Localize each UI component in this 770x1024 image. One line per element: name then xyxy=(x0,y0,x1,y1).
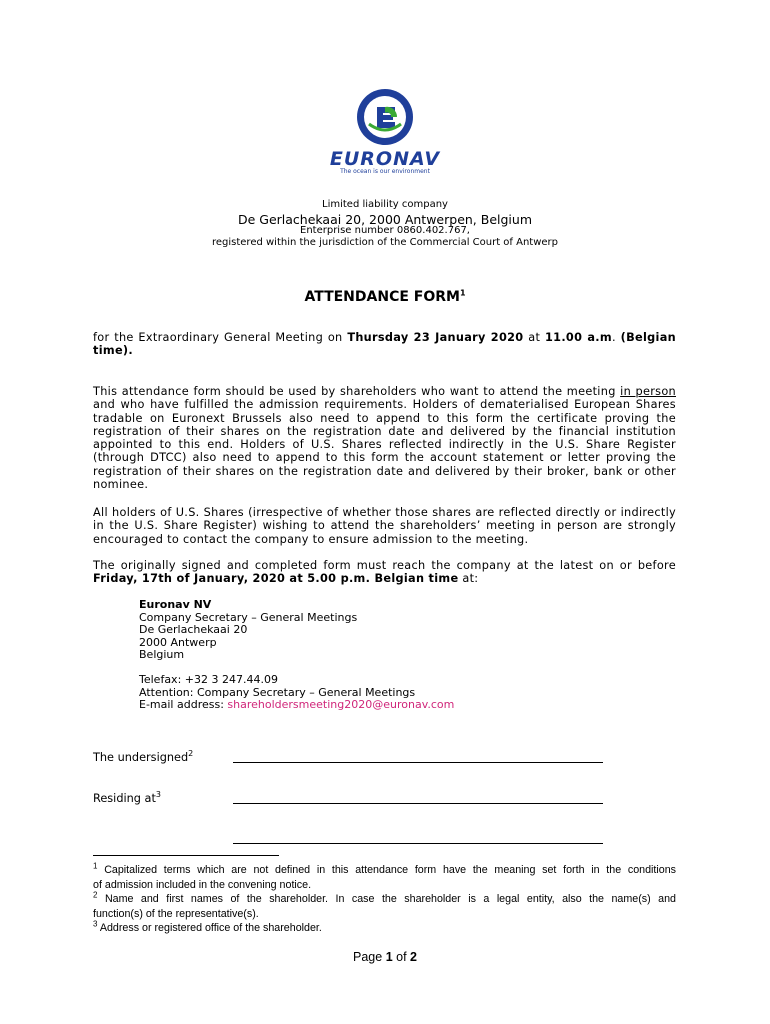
p1-line-2: and who have fulfilled the admission requirements. Holders of dematerialised European Shares xyxy=(93,398,676,412)
p3-deadline: Friday, 17th of January, 2020 at 5.00 p.m. Belgian time xyxy=(93,572,459,586)
meeting-timezone-1: (Belgian xyxy=(620,331,676,344)
paragraph-deadline xyxy=(93,559,676,586)
title-text: ATTENDANCE FORM xyxy=(304,289,460,305)
p1-line-7: registration of their shares on the registration date and delivered by their broker, bank or other xyxy=(93,464,676,478)
undersigned-footnote-ref: 2 xyxy=(188,749,194,759)
fn2-line-1: Name and first names of the shareholder. In case the shareholder is a legal entity, also the name(s) and xyxy=(104,893,676,905)
enterprise-number: Enterprise number 0860.402.767, xyxy=(300,225,470,236)
company-address: De Gerlachekaai 20, 2000 Antwerpen, Belgium xyxy=(237,212,532,227)
registration-note: registered within the jurisdiction of the Commercial Court of Antwerp xyxy=(211,237,559,248)
residing-field-1[interactable] xyxy=(233,803,603,804)
fn1-line-2: of admission included in the convening notice. xyxy=(93,878,312,891)
p1-underlined: in person xyxy=(620,385,676,398)
p1-line-8: nominee. xyxy=(93,478,149,492)
fn3-ref: 3 xyxy=(93,919,98,929)
p1-line-6: (through DTCC) also need to append to this form the account statement or letter proving the xyxy=(93,451,676,465)
page-of: of xyxy=(396,950,407,964)
paragraph-us-shares xyxy=(93,506,676,546)
contact-city: 2000 Antwerp xyxy=(139,635,217,649)
meeting-info xyxy=(93,331,676,358)
company-type: Limited liability company xyxy=(322,199,448,210)
p2-line-2: in the U.S. Share Register) wishing to attend the shareholders’ meeting in person are strongly xyxy=(93,519,676,533)
contact-dept: Company Secretary – General Meetings xyxy=(139,610,358,624)
logo-wordmark: EURONAV xyxy=(329,148,441,170)
p3-line-1: The originally signed and completed form must reach the company at the latest on or before xyxy=(93,559,676,572)
undersigned-text: The undersigned xyxy=(93,751,189,764)
undersigned-label xyxy=(93,751,193,764)
fn1-line-1: Capitalized terms which are not defined in this attendance form have the meaning set forth in the conditions xyxy=(104,864,676,876)
p1-line-5: appointed to this end. Holders of U.S. Shares reflected indirectly in the U.S. Share Register xyxy=(93,438,676,452)
contact-attention: Attention: Company Secretary – General Meetings xyxy=(139,685,416,699)
meeting-at: at xyxy=(528,331,541,344)
euronav-logo-mark xyxy=(335,86,435,148)
p3-after: at: xyxy=(462,572,479,586)
residing-label xyxy=(93,792,161,805)
page-prefix: Page xyxy=(353,950,383,964)
fn1-ref: 1 xyxy=(93,861,98,871)
page-title xyxy=(0,289,770,305)
meeting-date: Thursday 23 January 2020 xyxy=(347,331,524,344)
contact-street: De Gerlachekaai 20 xyxy=(139,623,248,636)
footnotes xyxy=(93,863,676,936)
p1-line-1: This attendance form should be used by shareholders who want to attend the meeting xyxy=(93,385,616,398)
p1-line-4: registration of their shares on the registration date and delivered by the financial institution xyxy=(93,424,676,438)
email-label: E-mail address: xyxy=(139,698,224,711)
contact-block xyxy=(139,599,454,712)
fn2-ref: 2 xyxy=(93,890,98,900)
page-number xyxy=(0,950,770,964)
email-link[interactable]: shareholdersmeeting2020@euronav.com xyxy=(227,698,455,711)
residing-text: Residing at xyxy=(93,792,156,805)
contact-telefax: Telefax: +32 3 247.44.09 xyxy=(139,673,278,686)
fn2-line-2: function(s) of the representative(s). xyxy=(93,907,259,920)
contact-country: Belgium xyxy=(139,648,185,661)
meeting-dot: . xyxy=(611,331,616,344)
title-footnote-ref: 1 xyxy=(459,288,466,298)
p1-line-3: tradable on Euronext Brussels also need to append to this form the certificate proving the xyxy=(93,411,676,425)
page-total: 2 xyxy=(410,950,417,964)
meeting-timezone-2: time). xyxy=(93,344,133,358)
footnote-divider xyxy=(93,855,279,856)
paragraph-usage xyxy=(93,385,676,491)
p2-line-3: encouraged to contact the company to ensure admission to the meeting. xyxy=(93,532,529,546)
residing-footnote-ref: 3 xyxy=(155,790,161,800)
meeting-time: 11.00 a.m xyxy=(545,331,612,344)
fn3-line-1: Address or registered office of the shareholder. xyxy=(99,922,322,934)
p2-line-1: All holders of U.S. Shares (irrespective of whether those shares are reflected directly or indirectly xyxy=(93,506,676,519)
logo-tagline: The ocean is our environment xyxy=(340,168,430,175)
meeting-prefix: for the Extraordinary General Meeting on xyxy=(93,331,343,344)
page-current: 1 xyxy=(385,950,393,964)
undersigned-field[interactable] xyxy=(233,762,603,763)
contact-name: Euronav NV xyxy=(139,598,212,611)
residing-field-2[interactable] xyxy=(233,843,603,844)
